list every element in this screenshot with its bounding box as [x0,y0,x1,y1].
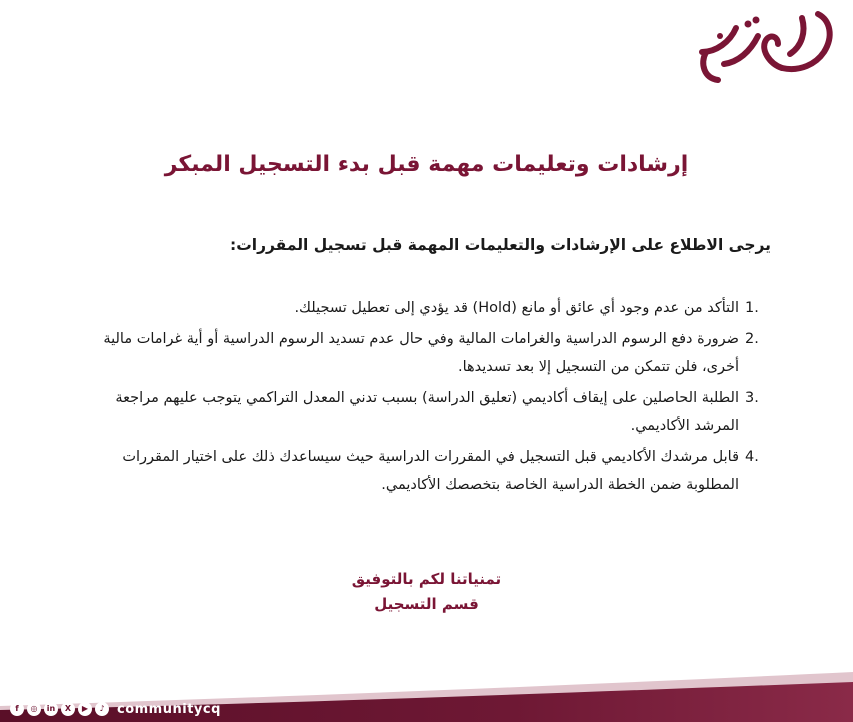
linkedin-icon[interactable]: in [44,702,58,716]
facebook-icon[interactable]: f [10,702,24,716]
list-item [93,443,773,499]
page-title: إرشادات وتعليمات مهمة قبل بدء التسجيل المبكر [164,152,689,177]
instructions-list [93,294,773,502]
intro-text: يرجى الاطلاع على الإرشادات والتعليمات المهمة قبل تسجيل المقررات: [230,236,771,254]
list-item [93,294,773,322]
list-item [93,384,773,440]
item-number: 1. [745,300,759,316]
closing-block [0,567,853,617]
instagram-icon[interactable]: ◎ [27,702,41,716]
item-number: 2. [745,331,759,347]
x-icon[interactable]: X [61,702,75,716]
tiktok-icon[interactable]: ♪ [95,702,109,716]
youtube-icon[interactable]: ▶ [78,702,92,716]
closing-wishes: تمنياتنا لكم بالتوفيق [351,570,502,588]
calligraphy-logo-icon [690,6,840,86]
item-text: ضرورة دفع الرسوم الدراسية والغرامات المالية وفي حال عدم تسديد الرسوم الدراسية أو أية غرامات مالية أخرى، فلن تتمكن من التسجيل إلا بعد تسديدها. [103,331,739,375]
social-bar [10,701,221,717]
list-item [93,325,773,381]
item-number: 3. [745,390,759,406]
item-number: 4. [745,449,759,465]
social-handle[interactable]: communitycq [117,701,221,717]
department-name: قسم التسجيل [374,595,479,613]
item-text: الطلبة الحاصلين على إيقاف أكاديمي (تعليق الدراسة) بسبب تدني المعدل التراكمي يتوجب عليهم مراجعة المرشد الأكاديمي. [115,390,739,434]
item-text: التأكد من عدم وجود أي عائق أو مانع (Hold) قد يؤدي إلى تعطيل تسجيلك. [294,300,739,316]
item-text: قابل مرشدك الأكاديمي قبل التسجيل في المقررات الدراسية حيث سيساعدك ذلك على اختيار المقررات المطلوبة ضمن الخطة الدراسية الخاصة بتخصصك الأكاديمي. [122,449,739,493]
